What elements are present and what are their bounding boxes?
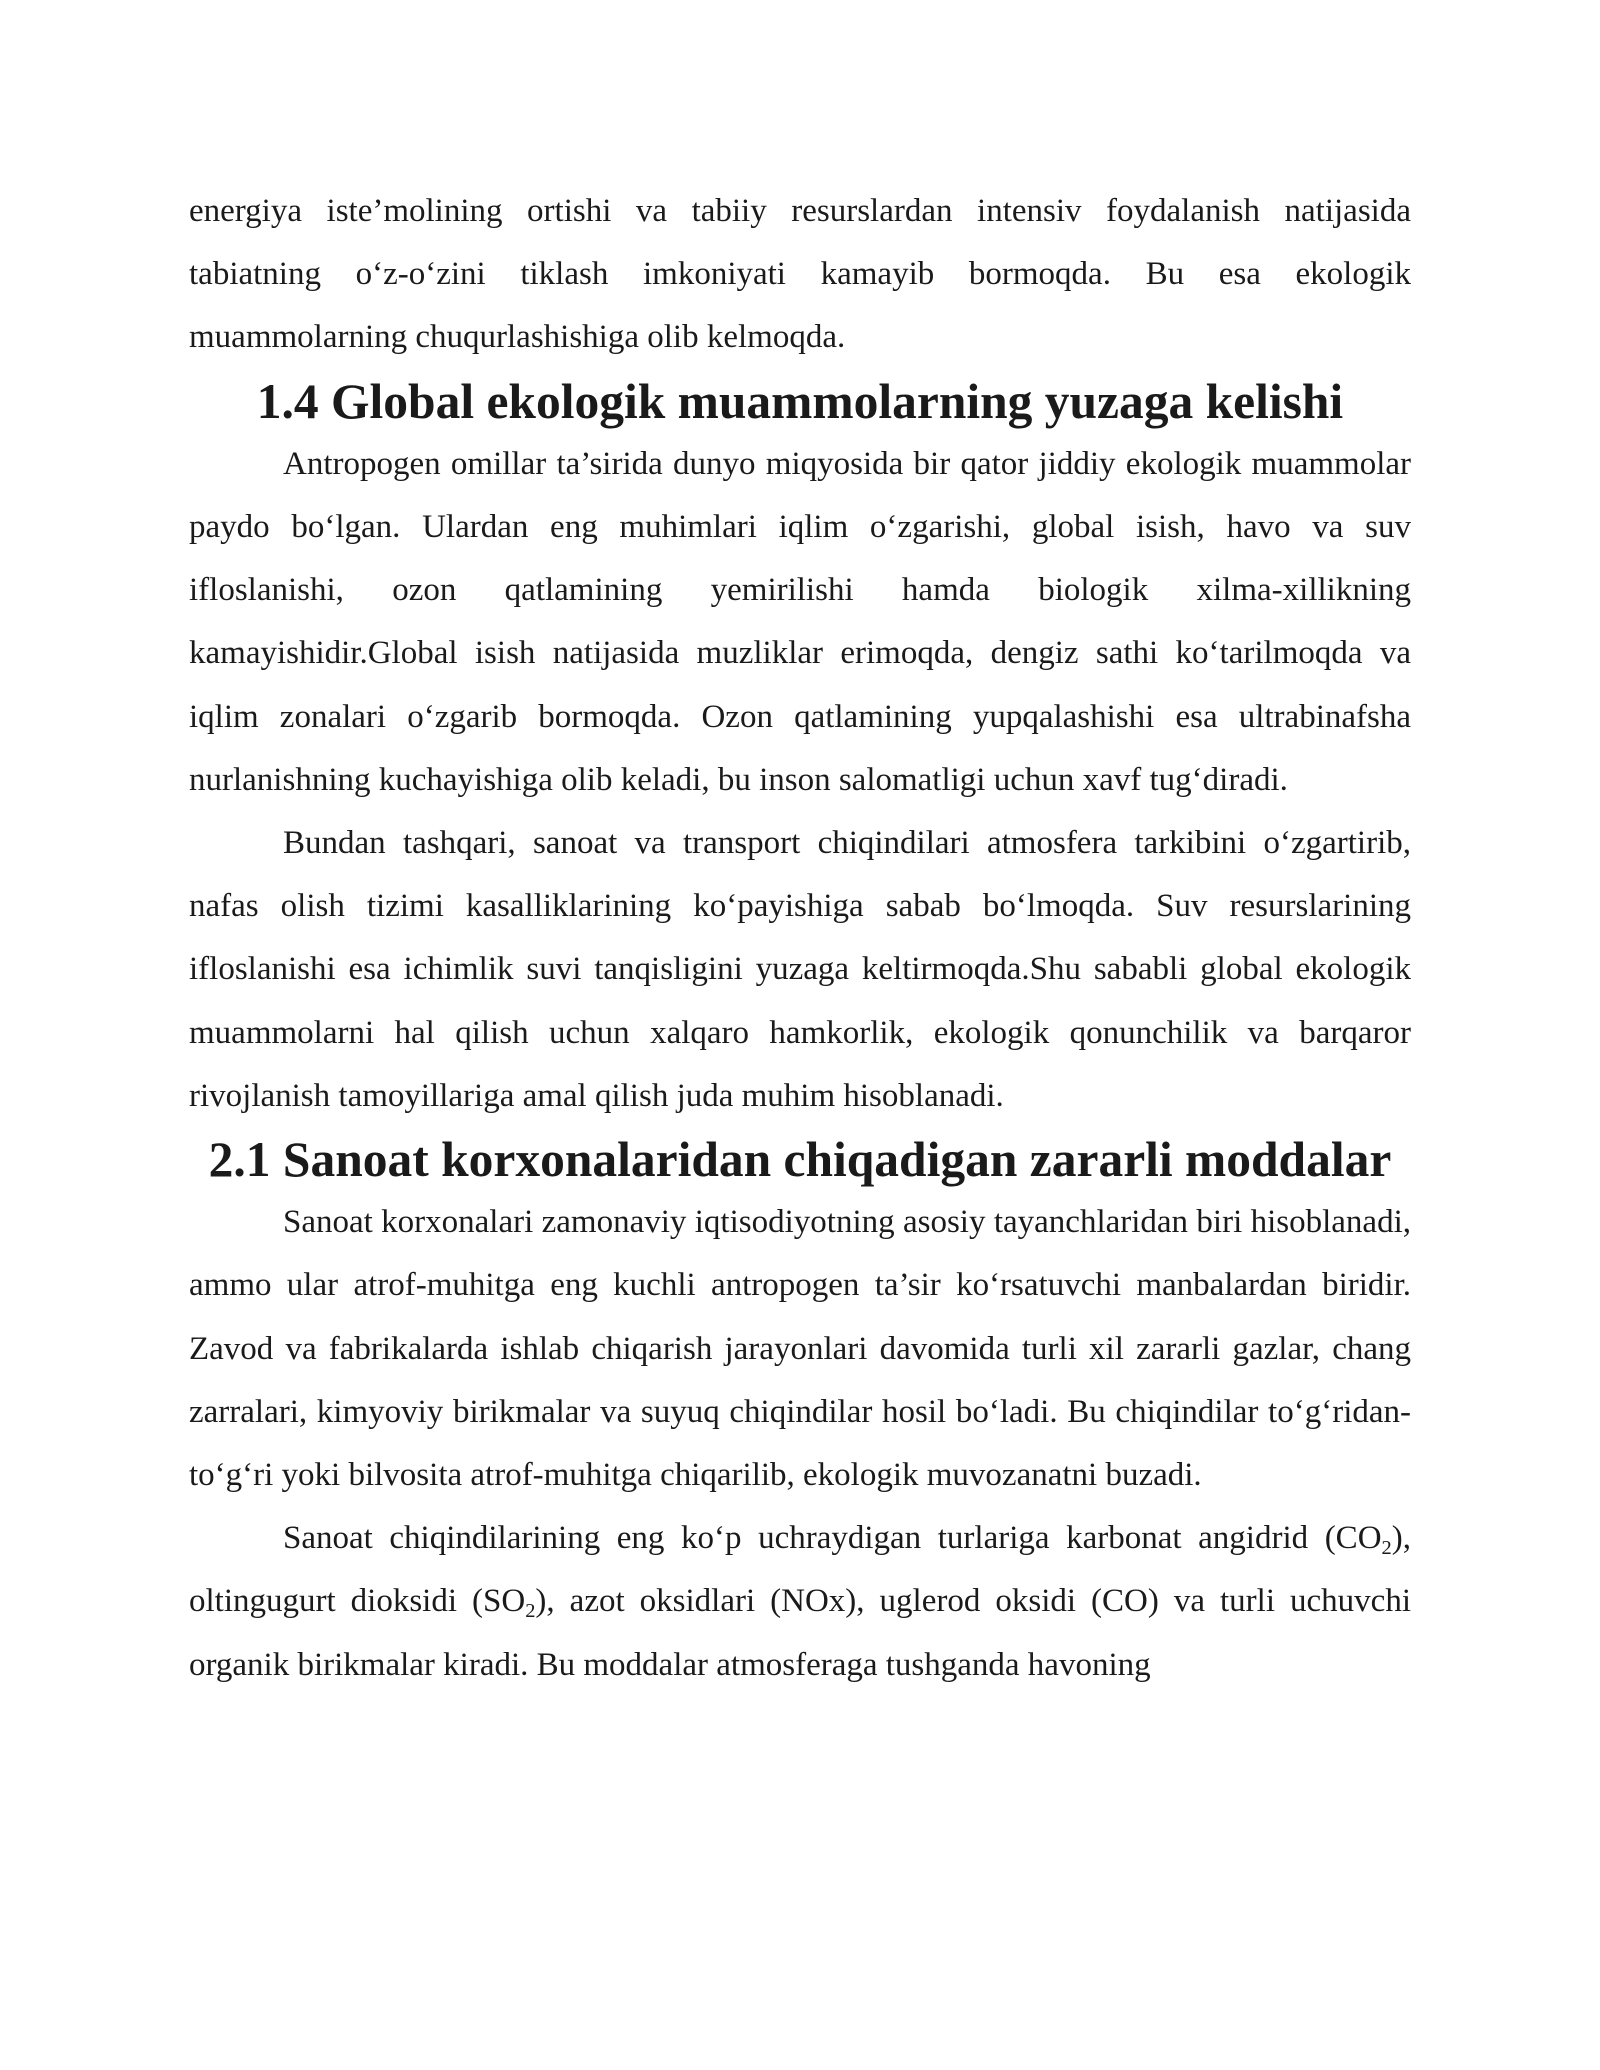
paragraph-2-1-b (189, 1507, 1411, 1697)
paragraph-intro: energiya iste’molining ortishi va tabiiy resurslardan intensiv foydalanish natijasida tabiatning o‘z-o‘zini tiklash imkoniyati kamayib bormoqda. Bu esa ekologik muammolarning chuqurlashishiga olib kelmoqda. (189, 193, 1411, 356)
subscript: 2 (525, 1600, 536, 1623)
text-segment: Sanoat chiqindilarining eng ko‘p uchraydigan turlariga karbonat angidrid (CO (283, 1520, 1382, 1557)
subscript: 2 (1381, 1537, 1392, 1560)
paragraph-1-4-b: Bundan tashqari, sanoat va transport chiqindilari atmosfera tarkibini o‘zgartirib, nafas olish tizimi kasalliklarining ko‘payishiga sabab bo‘lmoqda. Suv resurslarining ifloslanishi esa ichimlik suvi tanqisligini yuzaga keltirmoqda.Shu sababli global ekologik muammolarni hal qilish uchun xalqaro hamkorlik, ekologik qonunchilik va barqaror rivojlanish tamoyillariga amal qilish juda muhim hisoblanadi. (189, 825, 1411, 1114)
text-segment: ), azot oksidlari (NOx), uglerod oksidi (CO) va turli uchuvchi organik birikmalar kiradi. Bu moddalar atmosferaga tushganda havoning (189, 1583, 1411, 1683)
paragraph-2-1-a: Sanoat korxonalari zamonaviy iqtisodiyotning asosiy tayanchlaridan biri hisoblanadi, ammo ular atrof-muhitga eng kuchli antropogen ta’sir ko‘rsatuvchi manbalardan biridir. Zavod va fabrikalarda ishlab chiqarish jarayonlari davomida turli xil zararli gazlar, chang zarralari, kimyoviy birikmalar va suyuq chiqindilar hosil bo‘ladi. Bu chiqindilar to‘g‘ridan-to‘g‘ri yoki bilvosita atrof-muhitga chiqarilib, ekologik muvozanatni buzadi. (189, 1204, 1411, 1494)
paragraph-1-4-a: Antropogen omillar ta’sirida dunyo miqyosida bir qator jiddiy ekologik muammolar paydo bo‘lgan. Ulardan eng muhimlari iqlim o‘zgarishi, global isish, havo va suv ifloslanishi, ozon qatlamining yemirilishi hamda biologik xilma-xillikning kamayishidir.Global isish natijasida muzliklar erimoqda, dengiz sathi ko‘tarilmoqda va iqlim zonalari o‘zgarib bormoqda. Ozon qatlamining yupqalashishi esa ultrabinafsha nurlanishning kuchayishiga olib keladi, bu inson salomatligi uchun xavf tug‘diradi. (189, 445, 1411, 798)
section-heading-2-1: 2.1 Sanoat korxonalaridan chiqadigan zararli moddalar (208, 1132, 1392, 1188)
section-heading-1-4: 1.4 Global ekologik muammolarning yuzaga kelishi (256, 373, 1344, 429)
document-page (189, 180, 1411, 1697)
text-segment: ), oltingugurt dioksidi (SO (189, 1520, 1411, 1620)
